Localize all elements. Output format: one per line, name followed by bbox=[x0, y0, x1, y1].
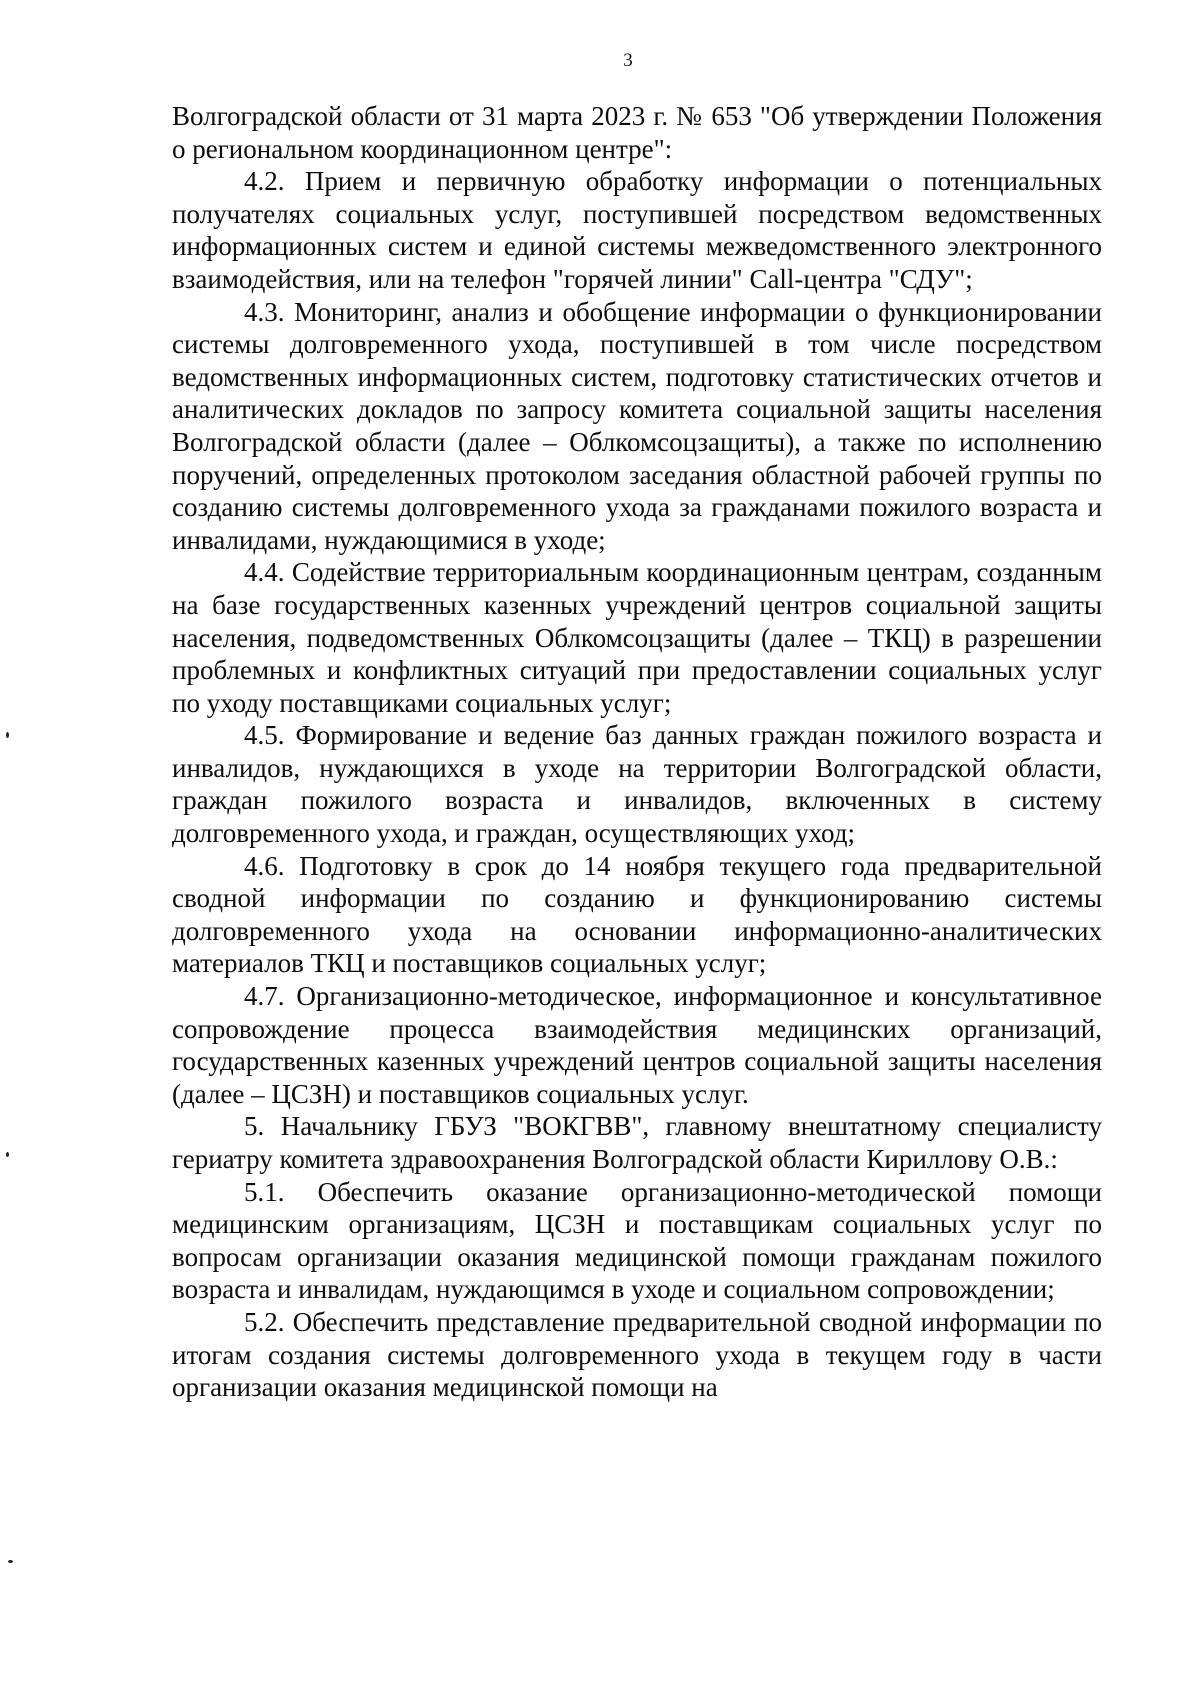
paragraph-4-6: 4.6. Подготовку в срок до 14 ноября текущего года предварительной сводной информации по созданию и функционированию системы долговременного ухода на основании информационно-аналитических материалов ТКЦ и поставщиков социальных услуг; bbox=[172, 850, 1102, 979]
paragraph-5-2: 5.2. Обеспечить представление предварительной сводной информации по итогам создания системы долговременного ухода в текущем году в части организации оказания медицинской помощи на bbox=[172, 1306, 1102, 1403]
paragraph-continuation: Волгоградской области от 31 марта 2023 г. № 653 "Об утверждении Положения о региональном координационном центре": bbox=[172, 101, 1102, 164]
scan-speck bbox=[6, 1152, 9, 1157]
document-body bbox=[172, 100, 1102, 1404]
scan-speck bbox=[8, 1560, 13, 1563]
page-number: 3 bbox=[623, 50, 633, 71]
paragraph-5: 5. Начальнику ГБУЗ "ВОКГВВ", главному внештатному специалисту гериатру комитета здравоохранения Волгоградской области Кириллову О.В.: bbox=[172, 1111, 1102, 1174]
paragraph-4-2: 4.2. Прием и первичную обработку информации о потенциальных получателях социальных услуг, поступившей посредством ведомственных информационных систем и единой системы межведомственного электронного взаимодействия, или на телефон "горячей линии" Call-центра "СДУ"; bbox=[172, 166, 1102, 294]
paragraph-5-1: 5.1. Обеспечить оказание организационно-методической помощи медицинским организациям, ЦСЗН и поставщикам социальных услуг по вопросам организации оказания медицинской помощи гражданам пожилого возраста и инвалидам, нуждающимся в уходе и социальном сопровождении; bbox=[172, 1176, 1102, 1305]
scan-speck bbox=[6, 732, 9, 738]
paragraph-4-5: 4.5. Формирование и ведение баз данных граждан пожилого возраста и инвалидов, нуждающихся в уходе на территории Волгоградской области, граждан пожилого возраста и инвалидов, включенных в систему долговременного ухода, и граждан, осуществляющих уход; bbox=[172, 720, 1102, 849]
paragraph-4-7: 4.7. Организационно-методическое, информационное и консультативное сопровождение процесса взаимодействия медицинских организаций, государственных казенных учреждений центров социальной защиты населения (далее – ЦСЗН) и поставщиков социальных услуг. bbox=[172, 981, 1102, 1109]
paragraph-4-4: 4.4. Содействие территориальным координационным центрам, созданным на базе государственных казенных учреждений центров социальной защиты населения, подведомственных Облкомсоцзащиты (далее – ТКЦ) в разрешении проблемных и конфликтных ситуаций при предоставлении социальных услуг по уходу поставщиками социальных услуг; bbox=[172, 557, 1102, 718]
paragraph-4-3: 4.3. Мониторинг, анализ и обобщение информации о функционировании системы долговременного ухода, поступившей в том числе посредством ведомственных информационных систем, подготовку статистических отчетов и аналитических докладов по запросу комитета социальной защиты населения Волгоградской области (далее – Облкомсоцзащиты), а также по исполнению поручений, определенных протоколом заседания областной рабочей группы по созданию системы долговременного ухода за гражданами пожилого возраста и инвалидами, нуждающимися в уходе; bbox=[172, 296, 1102, 555]
